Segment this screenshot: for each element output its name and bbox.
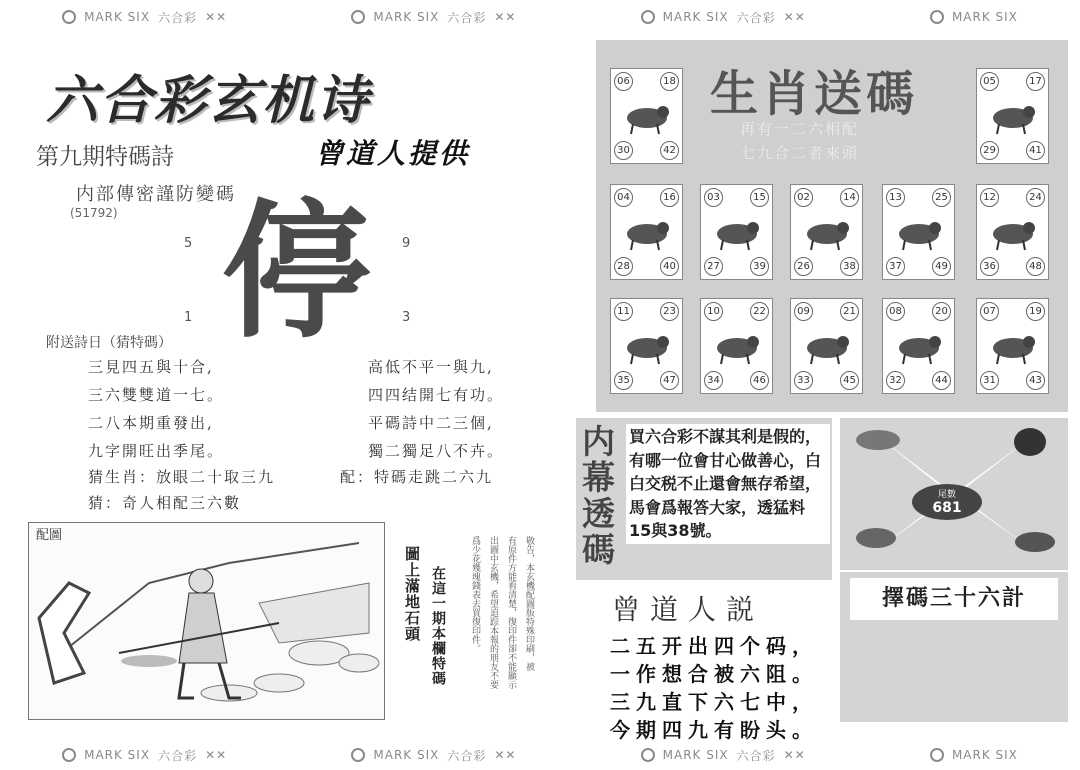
zodiac-number: 42 (660, 141, 679, 160)
poem-line: 三六雙雙道一七。 (88, 386, 225, 404)
watermark-unit (62, 747, 227, 764)
saying-heading: 曾道人説 (612, 593, 765, 626)
mark-six-logo-icon (351, 748, 365, 762)
cross-icon: ✕✕ (205, 748, 228, 762)
tiger-icon (621, 210, 673, 254)
watermark-unit (62, 9, 227, 26)
watermark-brand: MARK SIX (84, 10, 151, 24)
zodiac-number: 37 (886, 257, 905, 276)
poem-line: 四四结開七有功。 (368, 386, 505, 404)
strategy-title: 擇碼三十六計 (850, 578, 1058, 620)
mark-six-logo-icon (62, 748, 76, 762)
watermark-unit (930, 748, 1018, 762)
zodiac-number: 39 (750, 257, 769, 276)
zodiac-number: 04 (614, 188, 633, 207)
watermark-unit (930, 10, 1018, 24)
zodiac-card-rabbit (700, 184, 773, 280)
zodiac-card-monkey (700, 298, 773, 394)
sage-sweeping-illustration (29, 523, 384, 719)
zodiac-number: 13 (886, 188, 905, 207)
watermark-brand-cn: 六合彩 (447, 10, 487, 25)
count-value: 681 (932, 500, 962, 516)
zodiac-card-rooster (790, 298, 863, 394)
zodiac-number: 06 (614, 72, 633, 91)
zodiac-card-rat (610, 68, 683, 164)
zodiac-number: 43 (1026, 371, 1045, 390)
zodiac-number: 21 (840, 302, 859, 321)
goat-icon (621, 324, 673, 368)
zodiac-number: 38 (840, 257, 859, 276)
guess-match: 配：特碼走跳二六九 (340, 468, 494, 486)
poem-line: 三見四五與十合, (88, 358, 214, 376)
cross-icon: ✕✕ (783, 10, 806, 24)
rooster-icon (801, 324, 853, 368)
note-line: 敬告，本玄機配圖版特殊印刷，被 (524, 536, 534, 671)
zodiac-number: 02 (794, 188, 813, 207)
watermark-unit (641, 9, 806, 26)
zodiac-number: 28 (614, 257, 633, 276)
mark-six-logo-icon (641, 748, 655, 762)
zodiac-number: 34 (704, 371, 723, 390)
zodiac-number: 22 (750, 302, 769, 321)
saying-line: 二五开出四个码， (610, 634, 818, 658)
caption-left: 圖上滿地石頭 (403, 546, 421, 642)
dragon-icon (801, 210, 853, 254)
poem-line: 獨二獨足八不卉。 (368, 442, 505, 460)
zodiac-number: 40 (660, 257, 679, 276)
zodiac-number: 12 (980, 188, 999, 207)
mark-six-logo-icon (62, 10, 76, 24)
mark-six-logo-icon (641, 10, 655, 24)
watermark-strip-top (0, 4, 1080, 30)
ox-icon (987, 94, 1039, 138)
corner-number-tl: 5 (184, 236, 193, 251)
note-text (468, 536, 481, 726)
watermark-brand: MARK SIX (951, 10, 1018, 24)
zodiac-number: 27 (704, 257, 723, 276)
mark-six-logo-icon (930, 10, 944, 24)
watermark-brand: MARK SIX (662, 748, 729, 762)
rabbit-icon (711, 210, 763, 254)
zodiac-number: 08 (886, 302, 905, 321)
note-line: 爲少花幾塊錢表去買復印件。 (470, 536, 480, 653)
zodiac-number: 49 (932, 257, 951, 276)
zodiac-card-pig (976, 298, 1049, 394)
saying-line: 今期四九有盼头。 (610, 718, 818, 742)
corner-number-bl: 1 (184, 310, 193, 325)
poem-line: 九字開旺出季尾。 (88, 442, 225, 460)
count-label: 尾數 (937, 490, 956, 500)
zodiac-number: 19 (1026, 302, 1045, 321)
watermark-brand: MARK SIX (951, 748, 1018, 762)
zodiac-card-tiger (610, 184, 683, 280)
pig-icon (987, 324, 1039, 368)
zodiac-number: 16 (660, 188, 679, 207)
corner-number-tr: 9 (402, 236, 411, 251)
saying-line: 三九直下六七中， (610, 690, 818, 714)
watermark-brand: MARK SIX (84, 748, 151, 762)
zodiac-number: 24 (1026, 188, 1045, 207)
watermark-brand-cn: 六合彩 (736, 10, 776, 25)
picture-label: 配圖 (36, 528, 63, 543)
watermark-brand-cn: 六合彩 (447, 748, 487, 763)
corner-number-br: 3 (402, 310, 411, 325)
poem-line: 平碼詩中二三個, (368, 414, 494, 432)
note-line: 有原件方能看清楚，復印件卻不能顯示 (506, 536, 516, 689)
rat-icon (621, 94, 673, 138)
zodiac-number: 05 (980, 72, 999, 91)
zodiac-number: 18 (660, 72, 679, 91)
zodiac-number: 09 (794, 302, 813, 321)
poem-title: 附送詩日（猜特碼） (46, 335, 172, 351)
provider-label: 曾道人提供 (315, 137, 471, 170)
horse-icon (987, 210, 1039, 254)
zodiac-number: 17 (1026, 72, 1045, 91)
picture-box (28, 522, 385, 720)
guess-extra: 猜：奇人相配三六數 (88, 494, 242, 512)
guess-zodiac: 猜生肖：放眼二十取三九 (88, 468, 276, 486)
watermark-unit (351, 747, 516, 764)
watermark-brand-cn: 六合彩 (158, 10, 198, 25)
code-number: (51792) (70, 206, 118, 220)
zodiac-number: 26 (794, 257, 813, 276)
zodiac-card-horse (976, 184, 1049, 280)
watermark-brand: MARK SIX (373, 10, 440, 24)
zodiac-number: 23 (660, 302, 679, 321)
zodiac-number: 41 (1026, 141, 1045, 160)
zodiac-number: 46 (750, 371, 769, 390)
zodiac-number: 45 (840, 371, 859, 390)
snake-icon (893, 210, 945, 254)
zodiac-number: 35 (614, 371, 633, 390)
zodiac-number: 33 (794, 371, 813, 390)
mark-six-logo-icon (351, 10, 365, 24)
watermark-brand-cn: 六合彩 (158, 748, 198, 763)
cross-icon: ✕✕ (783, 748, 806, 762)
zodiac-number: 11 (614, 302, 633, 321)
zodiac-number: 07 (980, 302, 999, 321)
main-title: 六合彩玄机诗 (46, 71, 371, 131)
cross-icon: ✕✕ (494, 748, 517, 762)
watermark-unit (641, 747, 806, 764)
watermark-strip-bottom (0, 742, 1080, 768)
secret-line: 内部傳密謹防變碼 (76, 184, 236, 205)
big-character: 停 (222, 186, 370, 358)
caption-right: 在這一期本欄特碼 (430, 566, 446, 686)
message-text: 買六合彩不謀其利是假的，有哪一位會甘心做善心，白白交税不止還會無存希望，馬會爲報答大家，透猛料15與38號。 (626, 424, 830, 544)
poem-line: 二八本期重發出, (88, 414, 214, 432)
zodiac-number: 03 (704, 188, 723, 207)
watermark-brand: MARK SIX (662, 10, 729, 24)
zodiac-card-dog (882, 298, 955, 394)
zodiac-number: 29 (980, 141, 999, 160)
zodiac-subtitle: 七九合二者來頭 (740, 144, 860, 162)
zodiac-number: 48 (1026, 257, 1045, 276)
monkey-icon (711, 324, 763, 368)
zodiac-number: 15 (750, 188, 769, 207)
zodiac-heading: 生肖送碼 (710, 66, 919, 122)
message-label: 内幕透碼 (582, 422, 615, 569)
zodiac-number: 32 (886, 371, 905, 390)
watermark-brand: MARK SIX (373, 748, 440, 762)
zodiac-card-snake (882, 184, 955, 280)
zodiac-number: 25 (932, 188, 951, 207)
zodiac-number: 14 (840, 188, 859, 207)
zodiac-subtitle: 再有一二六相配 (740, 120, 860, 138)
cross-icon: ✕✕ (494, 10, 517, 24)
zodiac-number: 20 (932, 302, 951, 321)
watermark-brand-cn: 六合彩 (736, 748, 776, 763)
zodiac-number: 44 (932, 371, 951, 390)
watermark-unit (351, 9, 516, 26)
zodiac-number: 30 (614, 141, 633, 160)
saying-line: 一作想合被六阻。 (610, 662, 818, 686)
count-badge (912, 484, 982, 520)
zodiac-number: 47 (660, 371, 679, 390)
zodiac-number: 10 (704, 302, 723, 321)
poem-line: 高低不平一與九, (368, 358, 494, 376)
note-line: 出圖中玄機，希望追踪本報的朋友不要 (488, 536, 498, 689)
mark-six-logo-icon (930, 748, 944, 762)
zodiac-number: 31 (980, 371, 999, 390)
issue-title: 第九期特碼詩 (36, 144, 174, 170)
zodiac-card-goat (610, 298, 683, 394)
zodiac-number: 36 (980, 257, 999, 276)
zodiac-card-ox (976, 68, 1049, 164)
zodiac-card-dragon (790, 184, 863, 280)
dog-icon (893, 324, 945, 368)
cross-icon: ✕✕ (205, 10, 228, 24)
